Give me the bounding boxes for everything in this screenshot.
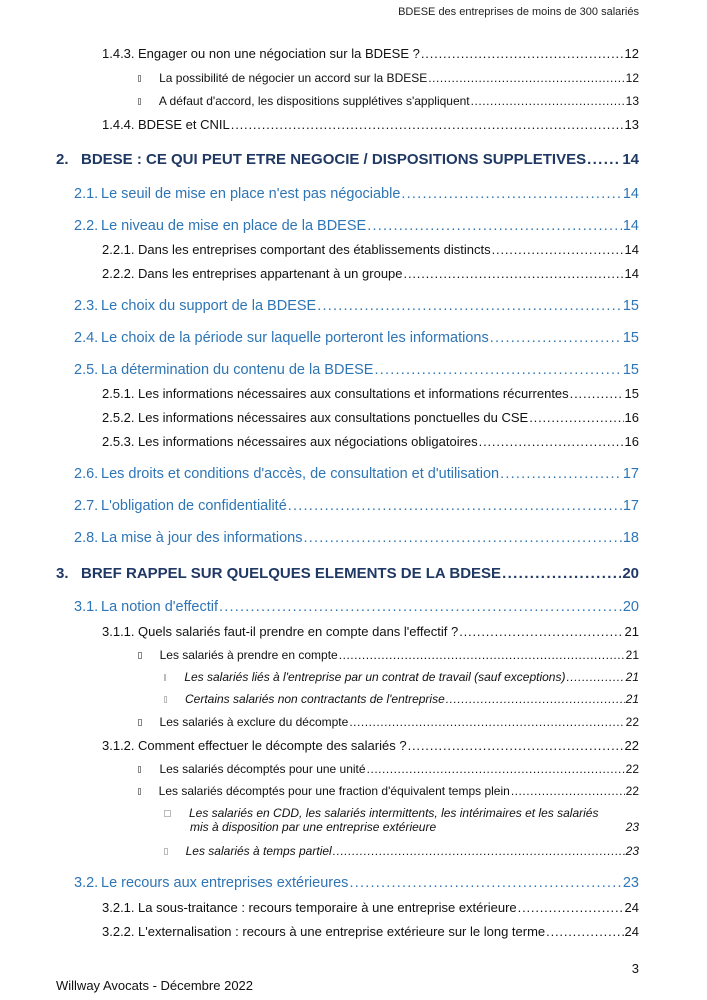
square-bullet-icon [138,75,141,82]
footer-text: Willway Avocats - Décembre 2022 [56,978,254,993]
toc-entry[interactable] [138,94,639,108]
toc-entry-page: 13 [625,94,639,108]
toc-entry-page: 17 [622,498,639,514]
toc-entry-title-line1: Les salariés en CDD, les salariés intermittents, les intérimaires et les salariés [189,806,599,820]
toc-entry-title: Les salariés à exclure du décompte [159,715,349,729]
toc-leader [401,186,621,202]
square-bullet-icon [138,652,142,659]
toc-leader [304,530,622,546]
toc-entry-title: Les salariés liés à l'entreprise par un contrat de travail (sauf exceptions) [184,670,566,684]
toc-leader [490,330,622,346]
toc-entry[interactable] [102,117,639,132]
toc-entry-page: 21 [625,670,639,684]
toc-entry-page: 22 [624,738,639,753]
toc-entry-title: La mise à jour des informations [101,530,303,546]
page-number: 3 [631,961,639,976]
toc-entry-title: Les salariés décomptés pour une fraction d'équivalent temps plein [158,784,510,798]
toc-leader [374,362,621,378]
toc-entry-page: 15 [622,362,639,378]
toc-leader [317,298,622,314]
toc-leader [570,386,624,401]
toc-entry-title: Dans les entreprises appartenant à un groupe [138,266,403,281]
toc-entry-page: 22 [625,762,639,776]
toc-entry-title: Les informations nécessaires aux consultations ponctuelles du CSE [138,410,529,425]
toc-entry-title: Le recours aux entreprises extérieures [101,875,349,891]
toc-entry[interactable] [56,151,639,168]
toc-entry[interactable] [74,186,639,202]
toc-entry-title: A défaut d'accord, les dispositions supplétives s'appliquent [158,94,470,108]
toc-entry-page: 23 [625,844,639,858]
toc-entry-title: Dans les entreprises comportant des établissements distincts [138,242,491,257]
toc-entry-page: 14 [622,186,639,202]
toc-entry-page: 18 [622,530,639,546]
toc-entry[interactable] [164,806,639,834]
toc-entry[interactable] [102,434,639,449]
square-bullet-icon [164,848,168,855]
toc-entry-number: 1.4.4. [102,117,135,132]
square-bullet-icon [138,788,141,795]
toc-entry-page: 24 [624,924,639,939]
toc-leader [219,599,622,615]
toc-entry-page: 14 [622,151,639,168]
toc-entry-number: 2.5.1. [102,386,135,401]
toc-entry[interactable] [102,624,639,639]
toc-entry[interactable] [138,762,639,776]
toc-entry[interactable] [138,71,639,85]
toc-entry-number: 3. [56,565,69,582]
toc-leader [518,900,624,915]
toc-entry[interactable] [74,599,639,615]
toc-entry[interactable] [102,242,639,257]
toc-entry-title: La possibilité de négocier un accord sur la BDESE [159,71,428,85]
square-bullet-icon [138,98,141,105]
toc-entry-page: 24 [624,900,639,915]
toc-entry-page: 22 [625,784,639,798]
toc-entry-page: 14 [622,218,639,234]
toc-leader [459,624,623,639]
toc-entry-title: Le choix du support de la BDESE [101,298,317,314]
toc-entry-title: La détermination du contenu de la BDESE [101,362,374,378]
toc-entry[interactable] [164,844,639,858]
toc-entry-title: La notion d'effectif [101,599,218,615]
toc-entry-title: Le niveau de mise en place de la BDESE [101,218,367,234]
toc-entry-page: 22 [625,715,639,729]
toc-entry-page: 16 [624,434,639,449]
toc-entry-page: 15 [622,330,639,346]
toc-entry-title: La sous-traitance : recours temporaire à une entreprise extérieure [138,900,517,915]
toc-leader [339,648,625,662]
toc-leader [288,498,622,514]
toc-entry-title-line2: mis à disposition par une entreprise extérieure [190,820,437,834]
toc-entry[interactable] [74,498,639,514]
toc-entry-title: BREF RAPPEL SUR QUELQUES ELEMENTS DE LA BDESE [81,565,502,582]
toc-leader [367,218,622,234]
toc-entry-number: 2.8. [74,530,99,546]
toc-entry[interactable] [74,875,639,891]
square-bullet-icon [138,766,141,773]
square-bullet-icon [164,674,166,681]
toc-entry-page: 14 [624,266,639,281]
toc-leader [502,565,621,582]
toc-entry-page: 13 [624,117,639,132]
toc-leader [349,715,624,729]
toc-leader [500,466,622,482]
square-bullet-icon [138,719,142,726]
toc-entry-page: 20 [622,599,639,615]
running-header: BDESE des entreprises de moins de 300 salariés [398,6,639,18]
toc-entry-title: L'externalisation : recours à une entreprise extérieure sur le long terme [138,924,546,939]
toc-entry-number: 3.2.2. [102,924,135,939]
toc-leader [408,738,624,753]
toc-entry-page: 15 [624,386,639,401]
toc-entry-title: Les salariés à temps partiel [185,844,332,858]
toc-entry[interactable] [102,924,639,939]
toc-entry[interactable] [102,386,639,401]
toc-entry-title: Les informations nécessaires aux consultations et informations récurrentes [138,386,569,401]
toc-entry-number: 2.1. [74,186,99,202]
toc-entry-number: 2.5. [74,362,99,378]
toc-entry-page: 20 [622,565,639,582]
toc-entry-number: 3.2. [74,875,99,891]
toc-leader [428,71,624,85]
square-bullet-icon [164,810,171,817]
toc-leader [231,117,624,132]
toc-entry-number: 2.5.3. [102,434,135,449]
toc-entry-page: 21 [625,692,639,706]
toc-entry-title: Les droits et conditions d'accès, de consultation et d'utilisation [101,466,500,482]
toc-entry[interactable] [102,410,639,425]
toc-leader [529,410,623,425]
toc-entry[interactable] [74,530,639,546]
toc-entry-number: 3.2.1. [102,900,135,915]
toc-leader [404,266,624,281]
toc-entry-number: 2.2.1. [102,242,135,257]
toc-entry-title: Les informations nécessaires aux négociations obligatoires [138,434,478,449]
toc-leader [492,242,624,257]
toc-entry-page: 12 [624,46,639,61]
toc-entry[interactable] [138,715,639,729]
toc-entry-number: 2.6. [74,466,99,482]
toc-leader [471,94,625,108]
toc-entry[interactable] [74,466,639,482]
toc-entry-page: 21 [624,624,639,639]
toc-entry-number: 2.7. [74,498,99,514]
toc-entry-title: Les salariés à prendre en compte [159,648,338,662]
toc-entry-title: Quels salariés faut-il prendre en compte dans l'effectif ? [138,624,459,639]
toc-leader [446,692,625,706]
toc-leader [479,434,624,449]
toc-entry-title: Les salariés décomptés pour une unité [159,762,366,776]
toc-entry[interactable] [102,738,639,753]
toc-entry-number: 2.2.2. [102,266,135,281]
toc-entry[interactable] [74,330,639,346]
toc-entry-page: 14 [624,242,639,257]
toc-entry[interactable] [74,298,639,314]
toc-entry[interactable] [74,362,639,378]
toc-entry[interactable] [102,900,639,915]
toc-entry[interactable] [164,692,639,706]
toc-entry-number: 2.4. [74,330,99,346]
toc-entry[interactable] [102,266,639,281]
toc-entry[interactable] [138,648,639,662]
toc-entry-number: 2. [56,151,69,168]
toc-entry-number: 2.5.2. [102,410,135,425]
toc-entry-title: Le seuil de mise en place n'est pas négociable [101,186,401,202]
toc-entry[interactable] [102,46,639,61]
toc-entry-number: 3.1.2. [102,738,135,753]
toc-entry-title: Comment effectuer le décompte des salariés ? [138,738,407,753]
toc-entry-title: BDESE : CE QUI PEUT ETRE NEGOCIE / DISPOSITIONS SUPPLETIVES [81,151,587,168]
toc-entry-title: Le choix de la période sur laquelle porteront les informations [101,330,489,346]
square-bullet-icon [164,696,167,703]
toc-leader [349,875,621,891]
toc-entry-page: 12 [625,71,639,85]
toc-entry-number: 3.1. [74,599,99,615]
toc-entry-number: 2.2. [74,218,99,234]
toc-entry-title: Certains salariés non contractants de l'entreprise [185,692,445,706]
toc-entry-page: 23 [622,875,639,891]
toc-entry-title: BDESE et CNIL [138,117,230,132]
toc-entry[interactable] [164,670,639,684]
toc-leader [546,924,623,939]
toc-entry-page: 15 [622,298,639,314]
toc-entry-page: 21 [625,648,639,662]
toc-entry-title: L'obligation de confidentialité [101,498,287,514]
toc-leader [587,151,621,168]
toc-entry[interactable] [56,565,639,582]
toc-entry-number: 1.4.3. [102,46,135,61]
toc-entry-page: 23 [625,820,639,834]
toc-leader [421,46,624,61]
toc-entry[interactable] [138,784,639,798]
toc-entry-page: 16 [624,410,639,425]
toc-entry-number: 3.1.1. [102,624,135,639]
toc-entry[interactable] [74,218,639,234]
toc-leader [333,844,625,858]
toc-entry-title: Engager ou non une négociation sur la BDESE ? [138,46,420,61]
toc-leader [566,670,624,684]
toc-entry-number: 2.3. [74,298,99,314]
toc-leader [367,762,625,776]
toc-leader [511,784,625,798]
toc-entry-page: 17 [622,466,639,482]
